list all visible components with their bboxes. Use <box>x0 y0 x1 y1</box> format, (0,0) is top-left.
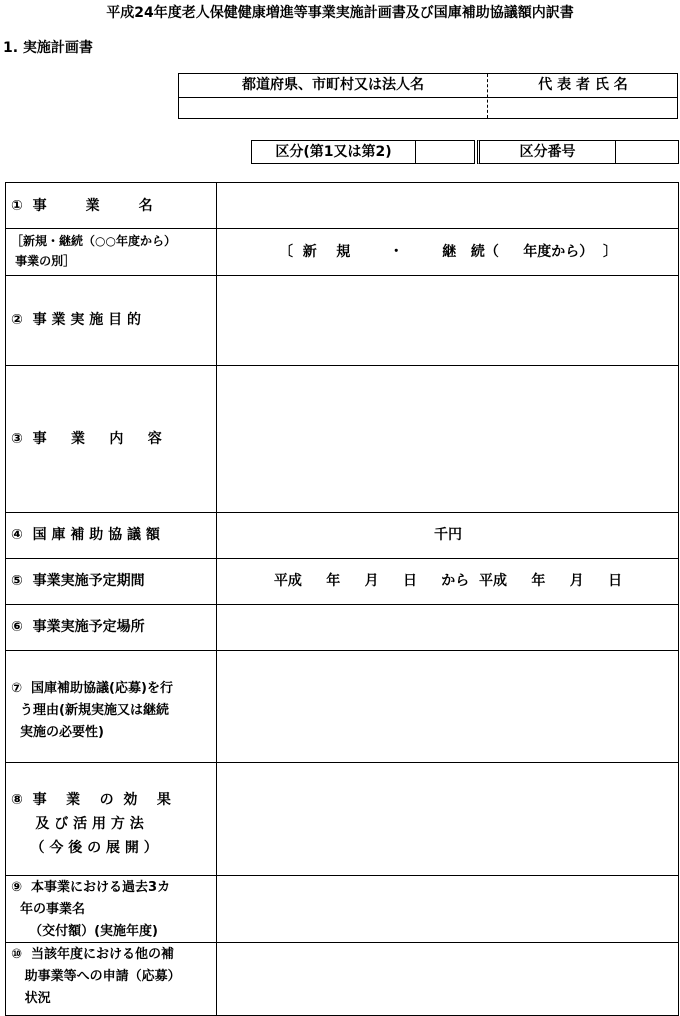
row-divider <box>5 228 679 229</box>
row-divider <box>5 365 679 366</box>
effect-label: ⑧ 事 業 の 効 果 及 び 活 用 方 法 （ 今 後 の 展 開 ） <box>11 792 171 856</box>
document-title: 平成24年度老人保健健康増進等事業実施計画書及び国庫補助協議額内訳書 <box>106 5 574 21</box>
project-name-field[interactable] <box>217 194 679 216</box>
project-name-label: ① 事 業 名 <box>11 198 153 214</box>
table-column-divider <box>216 182 217 1016</box>
period-label: ⑤ 事業実施予定期間 <box>11 573 145 589</box>
subsidy-amount-field[interactable]: 千円 <box>434 527 462 543</box>
reason-field[interactable] <box>217 702 679 724</box>
row-divider <box>5 558 679 559</box>
new-continuation-label: ［新規・継続（○○年度から） 事業の別］ <box>11 234 176 268</box>
location-field[interactable] <box>217 616 679 638</box>
category-field[interactable] <box>415 140 475 164</box>
row-divider <box>5 512 679 513</box>
category-label: 区分(第1又は第2) <box>251 140 416 164</box>
reason-label: ⑦ 国庫補助協議(応募)を行 う理由(新規実施又は継続 実施の必要性) <box>11 681 173 740</box>
location-label: ⑥ 事業実施予定場所 <box>11 619 145 635</box>
row-divider <box>5 875 679 876</box>
applicant-box <box>178 73 678 119</box>
plan-table <box>5 182 679 1016</box>
past-projects-field[interactable] <box>217 897 679 919</box>
other-applications-label: ⑩ 当該年度における他の補 助事業等への申請（応募） 状況 <box>11 947 181 1006</box>
purpose-field[interactable] <box>217 309 679 331</box>
new-continuation-field[interactable]: 〔 新 規 ・ 継 続（ 年度から） 〕 <box>279 244 617 260</box>
other-applications-field[interactable] <box>217 967 679 989</box>
row-divider <box>5 275 679 276</box>
row-divider <box>5 604 679 605</box>
category-number-label: 区分番号 <box>477 140 616 164</box>
period-field[interactable]: 平成 年 月 日 から 平成 年 月 日 <box>273 573 623 589</box>
row-divider <box>5 650 679 651</box>
org-name-label: 都道府県、市町村又は法人名 <box>242 77 424 93</box>
content-label: ③ 事 業 内 容 <box>11 431 162 447</box>
past-projects-label: ⑨ 本事業における過去3カ 年の事業名 （交付額）(実施年度) <box>11 880 171 939</box>
purpose-label: ② 事 業 実 施 目 的 <box>11 312 141 328</box>
representative-name-label: 代 表 者 氏 名 <box>538 77 628 93</box>
category-number-field[interactable] <box>615 140 679 164</box>
row-divider <box>5 762 679 763</box>
content-field[interactable] <box>217 428 679 450</box>
effect-field[interactable] <box>217 812 679 834</box>
subsidy-amount-label: ④ 国 庫 補 助 協 議 額 <box>11 527 160 543</box>
org-name-field[interactable] <box>179 98 487 119</box>
representative-name-field[interactable] <box>488 98 678 119</box>
section-heading: 1. 実施計画書 <box>3 40 93 56</box>
